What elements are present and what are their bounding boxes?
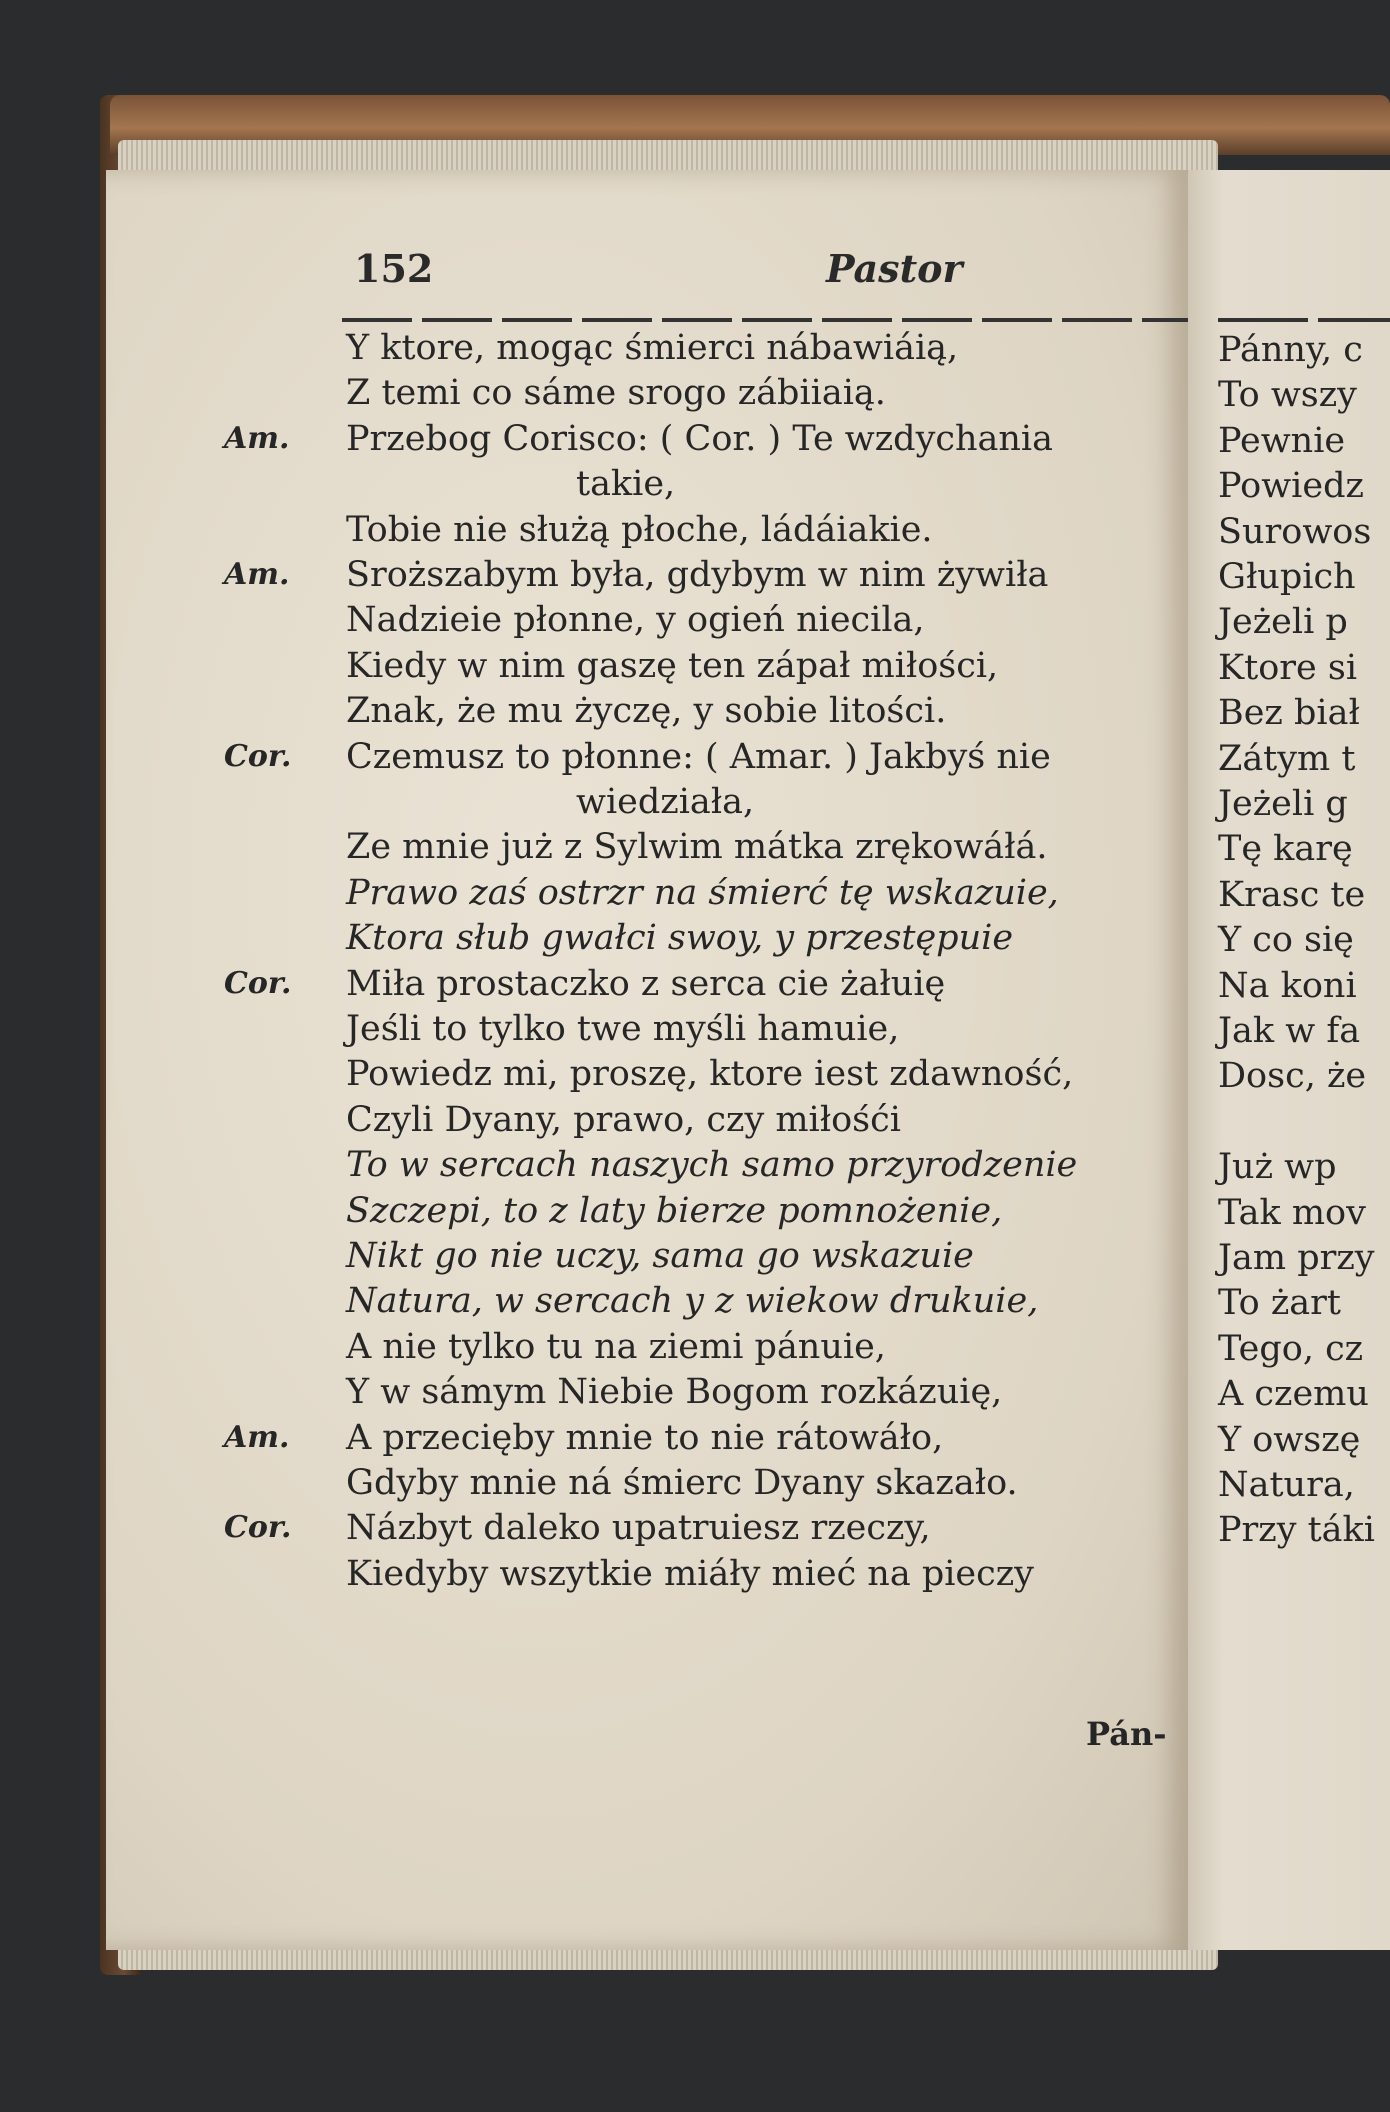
running-head: Pastor — [826, 246, 963, 291]
right-verse-line: Jeżeli g — [1218, 784, 1348, 824]
right-verse-line: Przy táki — [1218, 1510, 1375, 1551]
left-page — [106, 170, 1188, 1950]
right-verse-line: Dosc, że — [1218, 1056, 1367, 1097]
verse-line: Nadzieie płonne, y ogień niecila, — [346, 600, 925, 641]
verse-line: Nikt go nie uczy, sama go wskazuie — [346, 1236, 974, 1276]
right-verse-line: Krasc te — [1218, 874, 1366, 915]
verse-line: Tobie nie służą płoche, ládáiakie. — [346, 509, 933, 550]
verse-line: takie, — [576, 464, 676, 505]
verse-line: Miła prostaczko z serca cie żałuię — [346, 963, 946, 1004]
verse-line: Gdyby mnie ná śmierc Dyany skazało. — [346, 1463, 1018, 1503]
right-verse-line: Surowos — [1218, 511, 1372, 552]
right-verse-line: To żart — [1218, 1283, 1341, 1324]
right-verse-line: Pewnie — [1218, 420, 1346, 461]
verse-line: Natura, w sercach y z wiekow drukuie, — [346, 1281, 1039, 1322]
verse-line: Ze mnie już z Sylwim mátka zrękowáłá. — [346, 827, 1048, 868]
right-verse-line: Jam przy — [1218, 1238, 1375, 1278]
right-page — [1188, 170, 1390, 1950]
verse-line: Czyli Dyany, prawo, czy miłośći — [346, 1099, 901, 1140]
verse-line: Prawo zaś ostrzr na śmierć tę wskazuie, — [346, 872, 1059, 913]
right-verse-line: Pánny, c — [1218, 330, 1363, 370]
right-verse-line: Zátym t — [1218, 738, 1356, 779]
right-verse-line: Bez biał — [1218, 693, 1360, 734]
right-verse-line: Jeżeli p — [1218, 602, 1348, 643]
speaker-label: Am. — [224, 420, 290, 456]
verse-line: Z temi co sáme srogo zábiiaią. — [346, 373, 886, 414]
speaker-label: Cor. — [224, 738, 292, 774]
right-verse-line: Natura, — [1218, 1465, 1355, 1505]
verse-line: Szczepi, to z laty bierze pomnożenie, — [346, 1190, 1003, 1231]
speaker-label: Am. — [224, 1419, 290, 1455]
right-verse-line: Y co się — [1218, 920, 1354, 961]
verse-line: To w sercach naszych samo przyrodzenie — [346, 1145, 1078, 1186]
verse-line: Jeśli to tylko twe myśli hamuie, — [346, 1009, 900, 1049]
verse-line: Znak, że mu życzę, y sobie litości. — [346, 691, 947, 732]
header-rule — [342, 318, 1277, 322]
verse-line: Czemusz to płonne: ( Amar. ) Jakbyś nie — [346, 736, 1051, 777]
speaker-label: Am. — [224, 557, 290, 592]
right-verse-line: A czemu — [1218, 1374, 1369, 1415]
verse-line: Názbyt daleko upatruiesz rzeczy, — [346, 1508, 931, 1549]
page-number: 152 — [354, 246, 434, 291]
right-verse-line: Tę karę — [1218, 829, 1353, 870]
catchword: Pán- — [1086, 1715, 1167, 1753]
verse-line: Przebog Corisco: ( Cor. ) Te wzdychania — [346, 418, 1053, 459]
verse-line: Y ktore, mogąc śmierci nábawiáią, — [346, 328, 959, 368]
page-header — [106, 246, 1188, 306]
verse-line: wiedziała, — [576, 782, 755, 822]
right-verse-line: Ktore si — [1218, 647, 1358, 688]
right-verse-line: Jak w fa — [1218, 1011, 1361, 1051]
right-verse-line: Głupich — [1218, 557, 1356, 597]
verse-line: Ktora słub gwałci swoy, y przestępuie — [346, 918, 1014, 959]
verse-line: Powiedz mi, proszę, ktore iest zdawność, — [346, 1054, 1074, 1095]
verse-line: Y w sámym Niebie Bogom rozkázuię, — [346, 1372, 1003, 1413]
right-verse-line: To wszy — [1218, 375, 1357, 416]
speaker-label: Cor. — [224, 1510, 292, 1546]
right-verse-line: Na koni — [1218, 965, 1357, 1006]
verse-line: Kiedyby wszytkie miáły mieć na pieczy — [346, 1553, 1034, 1594]
verse-line: A nie tylko tu na ziemi pánuie, — [346, 1326, 886, 1367]
right-verse-line: Tak mov — [1218, 1192, 1366, 1233]
right-verse-line: Powiedz — [1218, 466, 1364, 507]
verse-line: Sroższabym była, gdybym w nim żywiła — [346, 555, 1049, 595]
right-verse-line: Już wp — [1218, 1147, 1337, 1188]
right-header-rule — [1218, 318, 1390, 322]
verse-line: A przecięby mnie to nie rátowáło, — [346, 1417, 944, 1458]
right-verse-line: Y owszę — [1218, 1419, 1361, 1460]
speaker-label: Cor. — [224, 965, 292, 1001]
right-verse-line: Tego, cz — [1218, 1328, 1364, 1369]
verse-line: Kiedy w nim gaszę ten zápał miłości, — [346, 645, 999, 686]
